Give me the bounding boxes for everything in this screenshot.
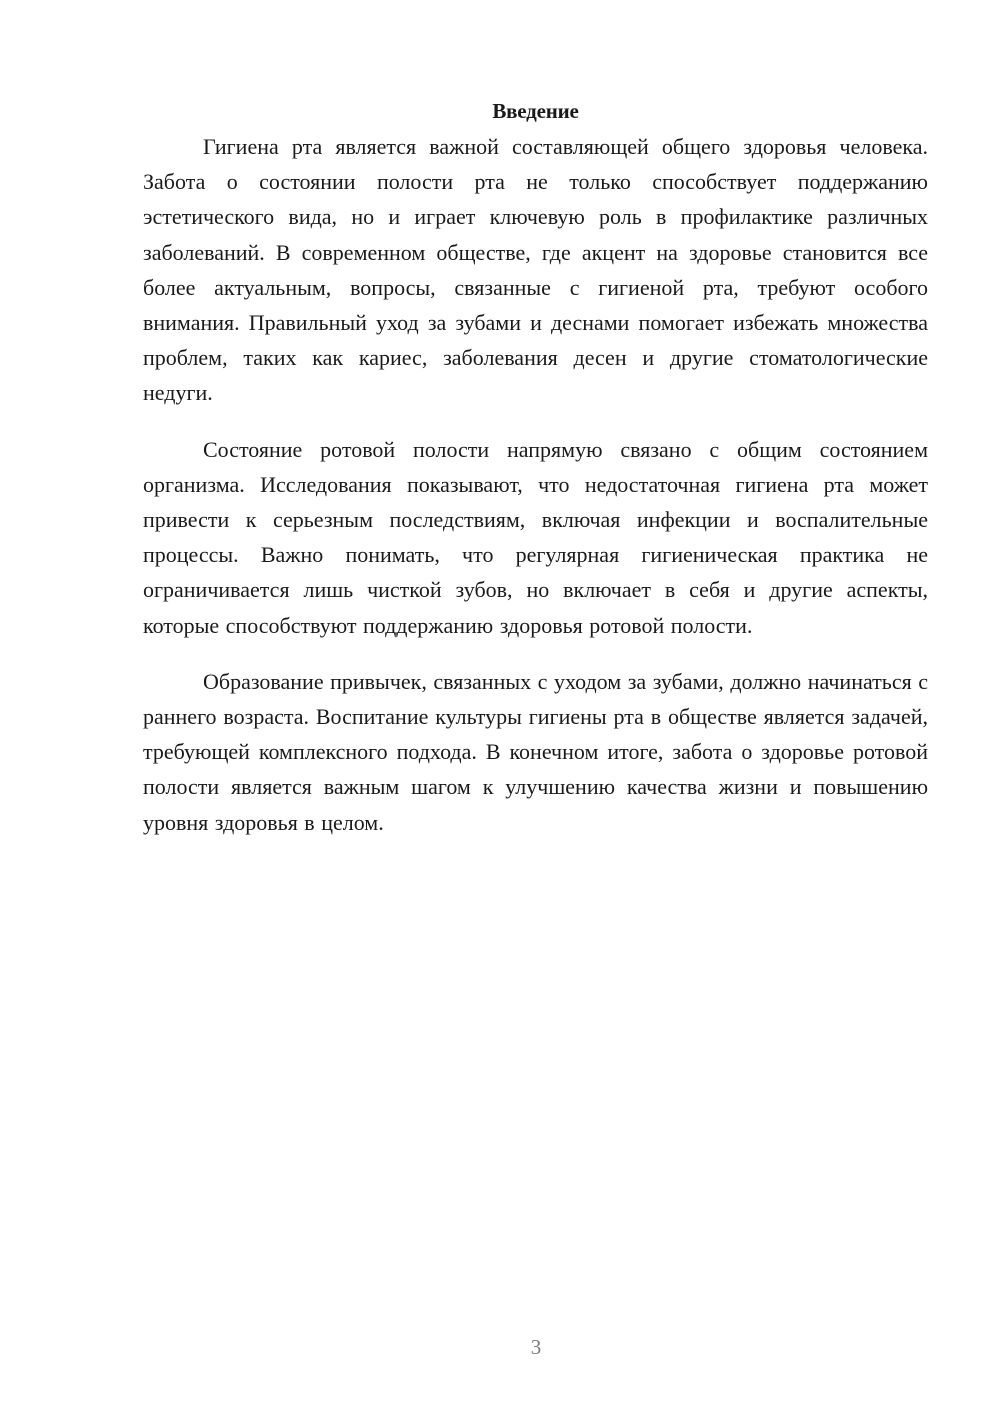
paragraph-1: Гигиена рта является важной составляющей общего здоровья человека. Забота о состоянии полости рта не только способствует поддержанию эстетического вида, но и играет ключевую роль в профилактике различных заболеваний. В современном обществе, где акцент на здоровье становится все более актуальным, вопросы, связанные с гигиеной рта, требуют особого внимания. Правильный уход за зубами и деснами помогает избежать множества проблем, таких как кариес, заболевания десен и другие стоматологические недуги. — [143, 134, 928, 406]
paragraph-3: Образование привычек, связанных с уходом за зубами, должно начинаться с раннего возраста. Воспитание культуры гигиены рта в обществе является задачей, требующей комплексного подхода. В конечном итоге, забота о здоровье ротовой полости является важным шагом к улучшению качества жизни и повышению уровня здоровья в целом. — [143, 668, 928, 835]
paragraph-2: Состояние ротовой полости напрямую связано с общим состоянием организма. Исследования показывают, что недостаточная гигиена рта может привести к серьезным последствиям, включая инфекции и воспалительные процессы. Важно понимать, что регулярная гигиеническая практика не ограничивается лишь чисткой зубов, но включает в себя и другие аспекты, которые способствуют поддержанию здоровья ротовой полости. — [143, 436, 928, 638]
page-content — [143, 96, 928, 840]
section-heading: Введение — [492, 99, 579, 123]
page-number: 3 — [530, 1335, 542, 1359]
